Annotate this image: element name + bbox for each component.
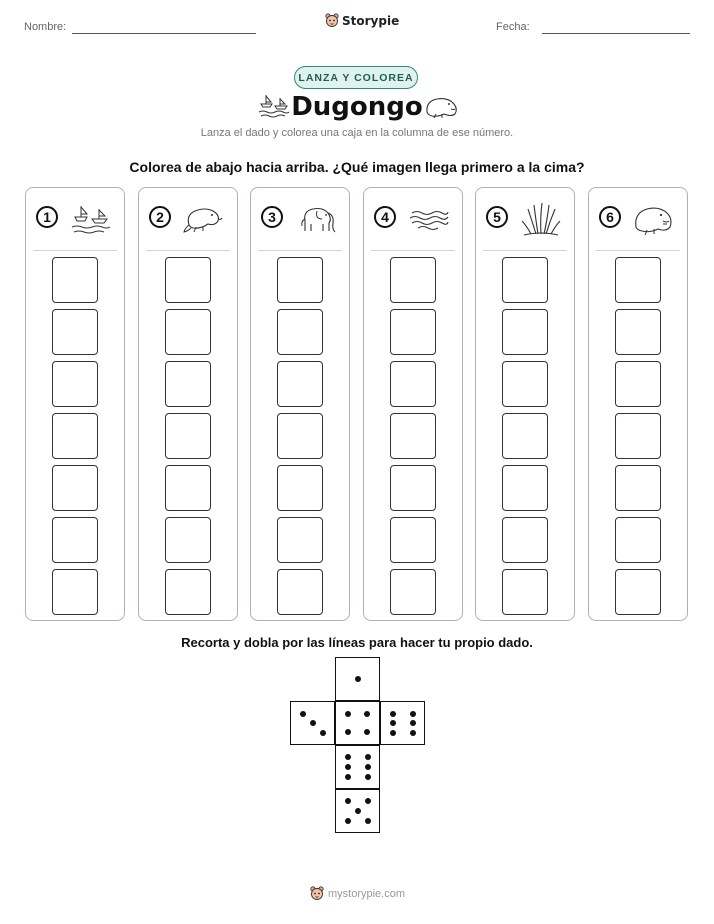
column-number: 1 — [36, 206, 58, 228]
pip — [410, 720, 416, 726]
column-3 — [250, 187, 350, 621]
dugong-icon — [633, 201, 675, 237]
column-number: 3 — [261, 206, 283, 228]
color-box[interactable] — [502, 257, 548, 303]
pip — [390, 730, 396, 736]
storypie-mascot-icon — [325, 13, 339, 29]
pip — [364, 729, 370, 735]
column-header — [139, 188, 237, 250]
pip — [365, 764, 371, 770]
color-box[interactable] — [165, 569, 211, 615]
instruction: Colorea de abajo hacia arriba. ¿Qué imagen llega primero a la cima? — [129, 159, 585, 175]
color-box[interactable] — [277, 413, 323, 459]
brand-name: Storypie — [342, 14, 400, 28]
column-header — [251, 188, 349, 250]
brand-logo — [325, 13, 399, 29]
color-box[interactable] — [165, 309, 211, 355]
pip — [390, 711, 396, 717]
pip — [345, 764, 351, 770]
column-6 — [588, 187, 688, 621]
column-header — [589, 188, 687, 250]
color-box[interactable] — [277, 569, 323, 615]
column-2 — [138, 187, 238, 621]
column-number: 5 — [486, 206, 508, 228]
pip — [410, 730, 416, 736]
column-divider — [146, 250, 230, 251]
pip — [410, 711, 416, 717]
page-title: Dugongo — [291, 92, 423, 122]
boats-icon — [70, 201, 112, 237]
color-box[interactable] — [52, 309, 98, 355]
seagrass-icon — [520, 201, 562, 237]
water-icon — [408, 201, 450, 237]
cut-instruction: Recorta y dobla por las líneas para hacer tu propio dado. — [181, 635, 533, 650]
pip — [365, 774, 371, 780]
column-number: 4 — [374, 206, 396, 228]
die-face-4 — [335, 701, 380, 745]
name-label: Nombre: — [24, 21, 67, 33]
pip — [345, 818, 351, 824]
color-box[interactable] — [52, 361, 98, 407]
color-box[interactable] — [165, 361, 211, 407]
color-box[interactable] — [277, 309, 323, 355]
die-face-6 — [380, 701, 425, 745]
subtitle: Lanza el dado y colorea una caja en la columna de ese número. — [200, 127, 514, 139]
column-number: 6 — [599, 206, 621, 228]
footer-url[interactable]: mystorypie.com — [328, 888, 406, 900]
color-box[interactable] — [502, 413, 548, 459]
color-box[interactable] — [52, 413, 98, 459]
column-header — [476, 188, 574, 250]
color-box[interactable] — [52, 569, 98, 615]
color-box[interactable] — [390, 257, 436, 303]
color-box[interactable] — [165, 517, 211, 563]
storypie-mascot-icon — [310, 886, 324, 902]
pip — [364, 711, 370, 717]
footer — [310, 886, 405, 902]
color-box[interactable] — [502, 465, 548, 511]
pip — [355, 676, 361, 682]
pip — [345, 711, 351, 717]
die-face-3 — [290, 701, 335, 745]
pip — [300, 711, 306, 717]
color-box[interactable] — [277, 257, 323, 303]
dugong-title-icon — [424, 92, 460, 120]
column-number: 2 — [149, 206, 171, 228]
color-box[interactable] — [52, 257, 98, 303]
color-box[interactable] — [165, 413, 211, 459]
color-box[interactable] — [390, 569, 436, 615]
color-box[interactable] — [615, 517, 661, 563]
color-box[interactable] — [502, 517, 548, 563]
pip — [320, 730, 326, 736]
pip — [345, 798, 351, 804]
column-divider — [33, 250, 117, 251]
color-box[interactable] — [390, 413, 436, 459]
column-1 — [25, 187, 125, 621]
column-divider — [258, 250, 342, 251]
color-box[interactable] — [615, 569, 661, 615]
color-box[interactable] — [277, 517, 323, 563]
color-box[interactable] — [390, 361, 436, 407]
column-5 — [475, 187, 575, 621]
color-box[interactable] — [502, 309, 548, 355]
column-header — [364, 188, 462, 250]
date-line[interactable] — [542, 33, 690, 34]
column-header — [26, 188, 124, 250]
die-face-5 — [335, 745, 380, 789]
pip — [365, 818, 371, 824]
column-divider — [483, 250, 567, 251]
color-box[interactable] — [502, 569, 548, 615]
color-box[interactable] — [52, 465, 98, 511]
color-box[interactable] — [52, 517, 98, 563]
date-label: Fecha: — [496, 21, 530, 33]
color-box[interactable] — [615, 465, 661, 511]
die-face-1 — [335, 657, 380, 701]
color-box[interactable] — [615, 413, 661, 459]
pip — [365, 754, 371, 760]
name-line[interactable] — [72, 33, 256, 34]
color-box[interactable] — [390, 465, 436, 511]
color-box[interactable] — [165, 257, 211, 303]
color-box[interactable] — [615, 361, 661, 407]
column-4 — [363, 187, 463, 621]
pip — [390, 720, 396, 726]
color-box[interactable] — [390, 517, 436, 563]
die-face-5b — [335, 789, 380, 833]
pip — [345, 729, 351, 735]
pip — [345, 774, 351, 780]
pip — [345, 754, 351, 760]
color-box[interactable] — [502, 361, 548, 407]
pip — [365, 798, 371, 804]
color-box[interactable] — [390, 309, 436, 355]
column-divider — [596, 250, 680, 251]
color-box[interactable] — [615, 309, 661, 355]
color-box[interactable] — [277, 361, 323, 407]
color-box[interactable] — [277, 465, 323, 511]
activity-badge: LANZA Y COLOREA — [294, 66, 418, 89]
color-box[interactable] — [615, 257, 661, 303]
pip — [310, 720, 316, 726]
pip — [355, 808, 361, 814]
color-box[interactable] — [165, 465, 211, 511]
column-divider — [371, 250, 455, 251]
manatee-icon — [183, 201, 225, 237]
elephant-icon — [295, 201, 337, 237]
